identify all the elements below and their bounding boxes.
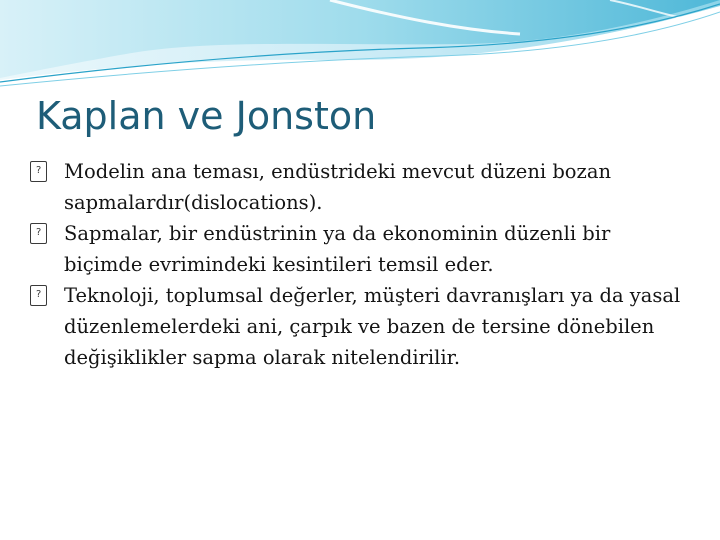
bullet-list	[30, 156, 690, 373]
missing-glyph-icon: ?	[30, 223, 47, 244]
slide-title: Kaplan ve Jonston	[36, 94, 377, 138]
missing-glyph-icon: ?	[30, 161, 47, 182]
bullet-text: Teknoloji, toplumsal değerler, müşteri davranışları ya da yasal düzenlemelerdeki ani, çarpık ve bazen de tersine dönebilen değişiklikler sapma olarak nitelendirilir.	[64, 284, 681, 369]
bullet-text: Sapmalar, bir endüstrinin ya da ekonominin düzenli bir biçimde evrimindeki kesintileri temsil eder.	[64, 222, 611, 276]
bullet-item	[30, 280, 690, 373]
bullet-item	[30, 156, 690, 218]
missing-glyph-icon: ?	[30, 285, 47, 306]
bullet-item	[30, 218, 690, 280]
bullet-text: Modelin ana teması, endüstrideki mevcut düzeni bozan sapmalardır(dislocations).	[64, 160, 612, 214]
header-wave-decoration	[0, 0, 720, 90]
